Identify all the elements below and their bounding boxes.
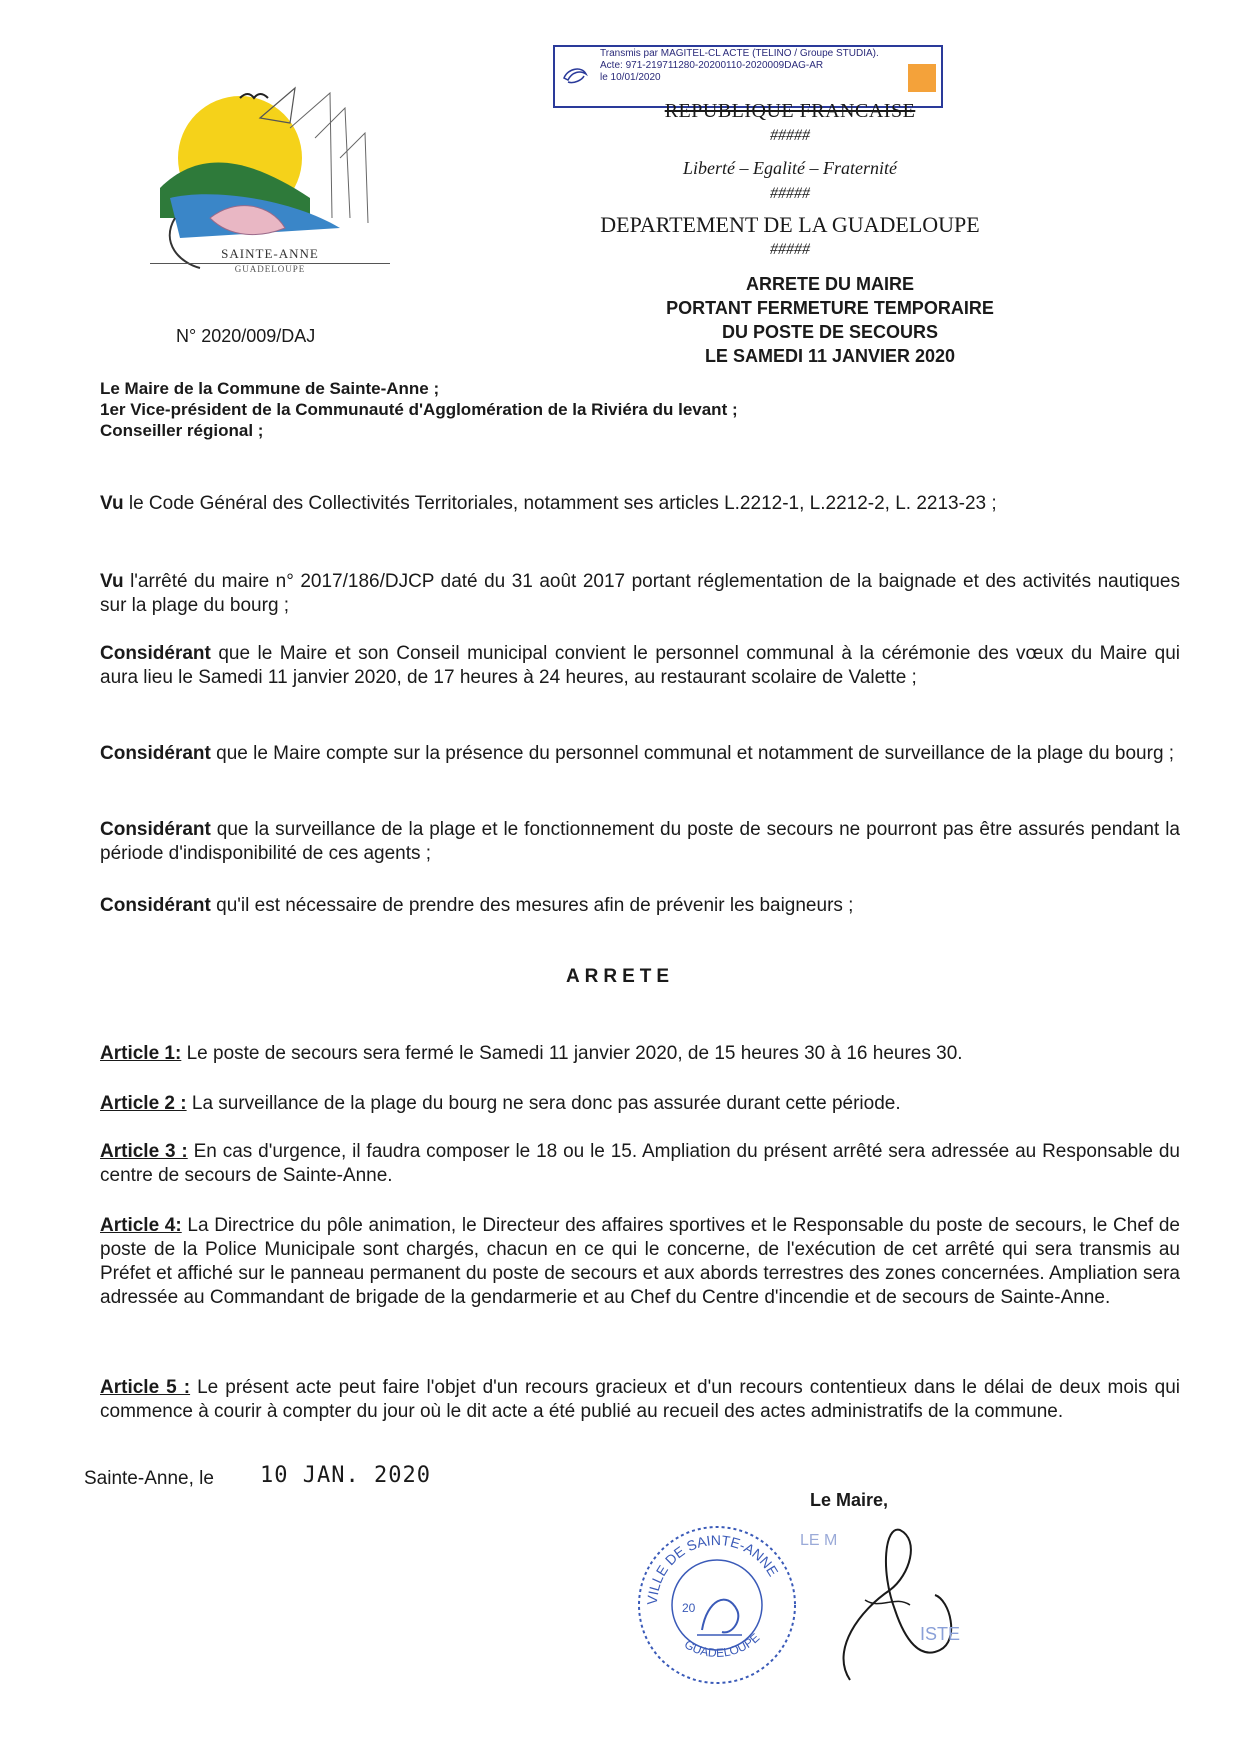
maire-titles <box>100 378 1180 441</box>
visa-text: qu'il est nécessaire de prendre des mesures afin de prévenir les baigneurs ; <box>210 895 854 916</box>
svg-text:LE M: LE M <box>800 1532 838 1549</box>
signature-place: Sainte-Anne, le <box>84 1468 214 1489</box>
visa-text: le Code Général des Collectivités Territoriales, notamment ses articles L.2212-1, L.2212-2, L. 2213-23 ; <box>123 493 997 514</box>
seal-text-bottom: GUADELOUPE <box>681 1630 763 1660</box>
visa-lead: Considérant <box>100 643 211 664</box>
transmission-logo-icon <box>560 60 590 90</box>
visa-paragraph <box>100 642 1180 690</box>
logo-region: GUADELOUPE <box>234 264 306 274</box>
separator: ##### <box>770 241 810 258</box>
article-label: Article 4: <box>100 1215 182 1236</box>
stamp-orange-mark <box>908 64 936 92</box>
stamp-line: le 10/01/2020 <box>600 72 661 83</box>
signature-date: 10 JAN. 2020 <box>260 1463 431 1488</box>
motto: Liberté – Egalité – Fraternité <box>683 158 897 178</box>
signatory-title: Le Maire, <box>810 1490 889 1510</box>
transmission-stamp-text <box>600 48 879 84</box>
visa-lead: Vu <box>100 571 124 592</box>
arrete-title <box>600 272 1060 368</box>
article-text: La surveillance de la plage du bourg ne sera donc pas assurée durant cette période. <box>186 1093 901 1114</box>
article-label: Article 1: <box>100 1043 182 1064</box>
visa-paragraph <box>100 492 1180 516</box>
article-text: Le présent acte peut faire l'objet d'un recours gracieux et d'un recours contentieux dans le délai de deux mois qui commence à courir à compter du jour où le dit acte a été publié au recueil des actes administratifs de la commune. <box>100 1377 1180 1422</box>
svg-text:ISTE: ISTE <box>920 1624 961 1644</box>
seal-number: 20 <box>682 1601 696 1615</box>
visa-text: que le Maire compte sur la présence du personnel communal et notamment de surveillance de la plage du bourg ; <box>210 743 1175 764</box>
logo-caption <box>150 246 390 274</box>
visa-lead: Considérant <box>100 819 211 840</box>
visa-paragraph <box>100 894 1180 918</box>
article-1 <box>100 1042 1180 1066</box>
article-label: Article 3 : <box>100 1141 188 1162</box>
maire-title-line: Conseiller régional ; <box>100 421 264 440</box>
article-text: En cas d'urgence, il faudra composer le 18 ou le 15. Ampliation du présent arrêté sera adressée au Responsable du centre de secours de Sainte-Anne. <box>100 1141 1180 1186</box>
visa-text: que le Maire et son Conseil municipal convient le personnel communal à la cérémonie des vœux du Maire qui aura lieu le Samedi 11 janvier 2020, de 17 heures à 24 heures, au restaurant scolaire de Valette ; <box>100 643 1180 688</box>
separator: ##### <box>770 127 810 144</box>
article-text: Le poste de secours sera fermé le Samedi 11 janvier 2020, de 15 heures 30 à 16 heures 30. <box>181 1043 963 1064</box>
stamp-line: Acte: 971-219711280-20200110-2020009DAG-AR <box>600 60 824 71</box>
visa-paragraph <box>100 742 1180 766</box>
logo-city: SAINTE-ANNE <box>150 246 390 264</box>
mayor-signature <box>770 1500 1010 1700</box>
visa-text: que la surveillance de la plage et le fonctionnement du poste de secours ne pourront pas être assurés pendant la période d'indisponibilité de ces agents ; <box>100 819 1180 864</box>
arrete-number: N° 2020/009/DAJ <box>176 326 316 346</box>
arrete-heading: ARRETE <box>565 966 675 987</box>
stamp-line: Transmis par MAGITEL-CL ACTE (TELINO / Groupe STUDIA). <box>600 48 879 59</box>
title-line: PORTANT FERMETURE TEMPORAIRE <box>666 298 994 318</box>
article-text: La Directrice du pôle animation, le Directeur des affaires sportives et le Responsable du poste de secours, le Chef de poste de la Police Municipale sont chargés, chacun en ce qui le concerne, de l'exécution de cet arrêté qui sera transmis au Préfet et affiché sur le panneau permanent du poste de secours et aux abords terrestres des zones concernées. Ampliation sera adressée au Commandant de brigade de la gendarmerie et au Chef du Centre d'incendie et de secours de Sainte-Anne. <box>100 1215 1180 1308</box>
republique-heading: REPUBLIQUE FRANCAISE <box>664 100 916 122</box>
title-line: DU POSTE DE SECOURS <box>721 322 939 342</box>
separator: ##### <box>770 185 810 202</box>
visa-paragraph <box>100 818 1180 866</box>
visa-lead: Considérant <box>100 895 211 916</box>
article-label: Article 2 : <box>100 1093 187 1114</box>
title-line: LE SAMEDI 11 JANVIER 2020 <box>704 346 956 366</box>
title-line: ARRETE DU MAIRE <box>745 274 914 294</box>
department-heading: DEPARTEMENT DE LA GUADELOUPE <box>600 212 980 237</box>
article-3 <box>100 1140 1180 1188</box>
article-5 <box>100 1376 1180 1424</box>
article-label: Article 5 : <box>100 1377 191 1398</box>
visa-lead: Vu <box>100 493 124 514</box>
visa-paragraph <box>100 570 1180 618</box>
maire-title-line: Le Maire de la Commune de Sainte-Anne ; <box>100 379 440 398</box>
article-2 <box>100 1092 1180 1116</box>
visa-text: l'arrêté du maire n° 2017/186/DJCP daté du 31 août 2017 portant réglementation de la baignade et des activités nautiques sur la plage du bourg ; <box>100 571 1180 616</box>
maire-title-line: 1er Vice-président de la Communauté d'Agglomération de la Riviéra du levant ; <box>100 400 738 419</box>
visa-lead: Considérant <box>100 743 211 764</box>
seal-text-top: VILLE DE SAINTE-ANNE <box>643 1531 782 1606</box>
article-4 <box>100 1214 1180 1310</box>
